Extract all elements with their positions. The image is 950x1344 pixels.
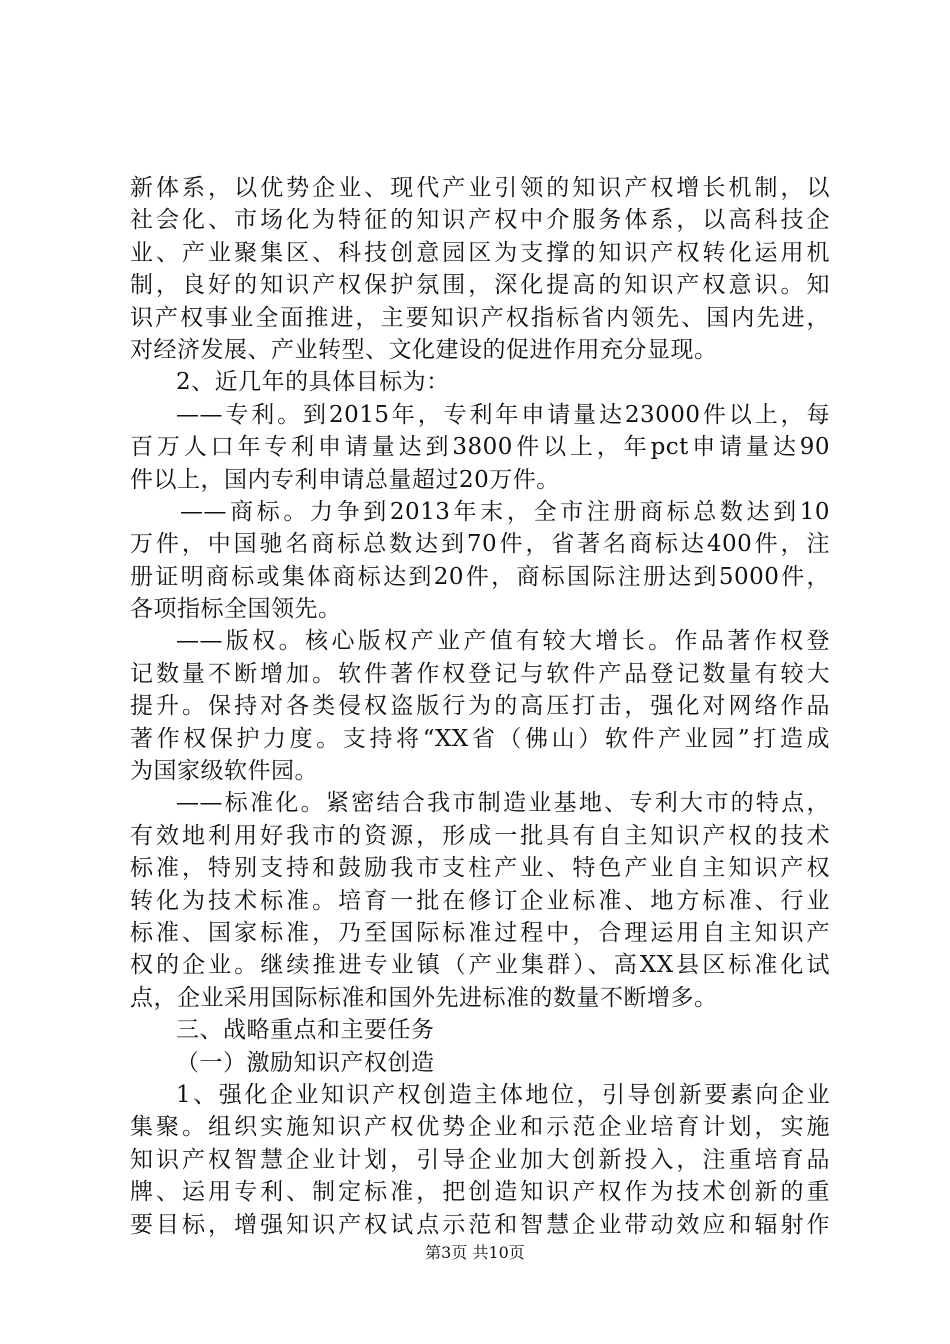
text-line: 著作权保护力度。支持将“XX省（佛山）软件产业园”打造成 — [130, 725, 830, 752]
text-line: 提升。保持对各类侵权盗版行为的高压打击，强化对网络作品 — [130, 693, 830, 720]
text-line: 各项指标全国领先。 — [130, 596, 342, 623]
text-line: 记数量不断增加。软件著作权登记与软件产品登记数量有较大 — [130, 660, 830, 687]
text-line: ——专利。到2015年，专利年申请量达23000件以上，每 — [176, 401, 830, 428]
text-line: 件以上，国内专利申请总量超过20万件。 — [130, 466, 560, 493]
text-line: ——版权。核心版权产业产值有较大增长。作品著作权登 — [176, 628, 830, 655]
text-line: 知识产权智慧企业计划，引导企业加大创新投入，注重培育品 — [130, 1146, 830, 1173]
text-line: 标准、国家标准，乃至国际标准过程中，合理运用自主知识产 — [130, 919, 830, 946]
text-line: 权的企业。继续推进专业镇（产业集群）、高XX县区标准化试 — [130, 952, 830, 979]
text-line: 牌、运用专利、制定标准，把创造知识产权作为技术创新的重 — [130, 1179, 830, 1206]
document-body — [130, 172, 830, 1241]
text-line: 制，良好的知识产权保护氛围，深化提高的知识产权意识。知 — [130, 272, 830, 299]
text-line: 1、强化企业知识产权创造主体地位，引导创新要素向企业 — [176, 1081, 830, 1108]
text-line: 万件，中国驰名商标总数达到70件，省著名商标达400件，注 — [130, 531, 830, 558]
text-line: 三、战略重点和主要任务 — [176, 1017, 435, 1044]
text-line: 社会化、市场化为特征的知识产权中介服务体系，以高科技企 — [130, 207, 830, 234]
text-line: 集聚。组织实施知识产权优势企业和示范企业培育计划，实施 — [130, 1114, 830, 1141]
text-line: ——商标。力争到2013年末，全市注册商标总数达到10 — [180, 498, 830, 525]
text-line: 百万人口年专利申请量达到3800件以上，年pct申请量达90 — [130, 434, 830, 461]
text-line: 要目标，增强知识产权试点示范和智慧企业带动效应和辐射作 — [130, 1211, 830, 1238]
text-line: 标准，特别支持和鼓励我市支柱产业、特色产业自主知识产权 — [130, 855, 830, 882]
page-footer — [0, 1243, 950, 1263]
text-line: 新体系，以优势企业、现代产业引领的知识产权增长机制，以 — [130, 175, 830, 201]
text-line: ——标准化。紧密结合我市制造业基地、专利大市的特点， — [176, 790, 830, 817]
text-line: 识产权事业全面推进，主要知识产权指标省内领先、国内先进， — [130, 304, 830, 331]
text-line: 对经济发展、产业转型、文化建设的促进作用充分显现。 — [130, 336, 718, 363]
text-line: 有效地利用好我市的资源，形成一批具有自主知识产权的技术 — [130, 822, 830, 849]
text-line: 业、产业聚集区、科技创意园区为支撑的知识产权转化运用机 — [130, 239, 830, 266]
text-line: 为国家级软件园。 — [130, 758, 318, 785]
text-line: （一）激励知识产权创造 — [176, 1049, 435, 1076]
page-number-label: 第3页 共10页 — [425, 1243, 525, 1262]
text-line: 转化为技术标准。培育一批在修订企业标准、地方标准、行业 — [130, 887, 830, 914]
text-line: 点，企业采用国际标准和国外先进标准的数量不断增多。 — [130, 984, 718, 1011]
text-line: 2、近几年的具体目标为： — [176, 369, 450, 396]
text-line: 册证明商标或集体商标达到20件，商标国际注册达到5000件， — [130, 563, 830, 590]
